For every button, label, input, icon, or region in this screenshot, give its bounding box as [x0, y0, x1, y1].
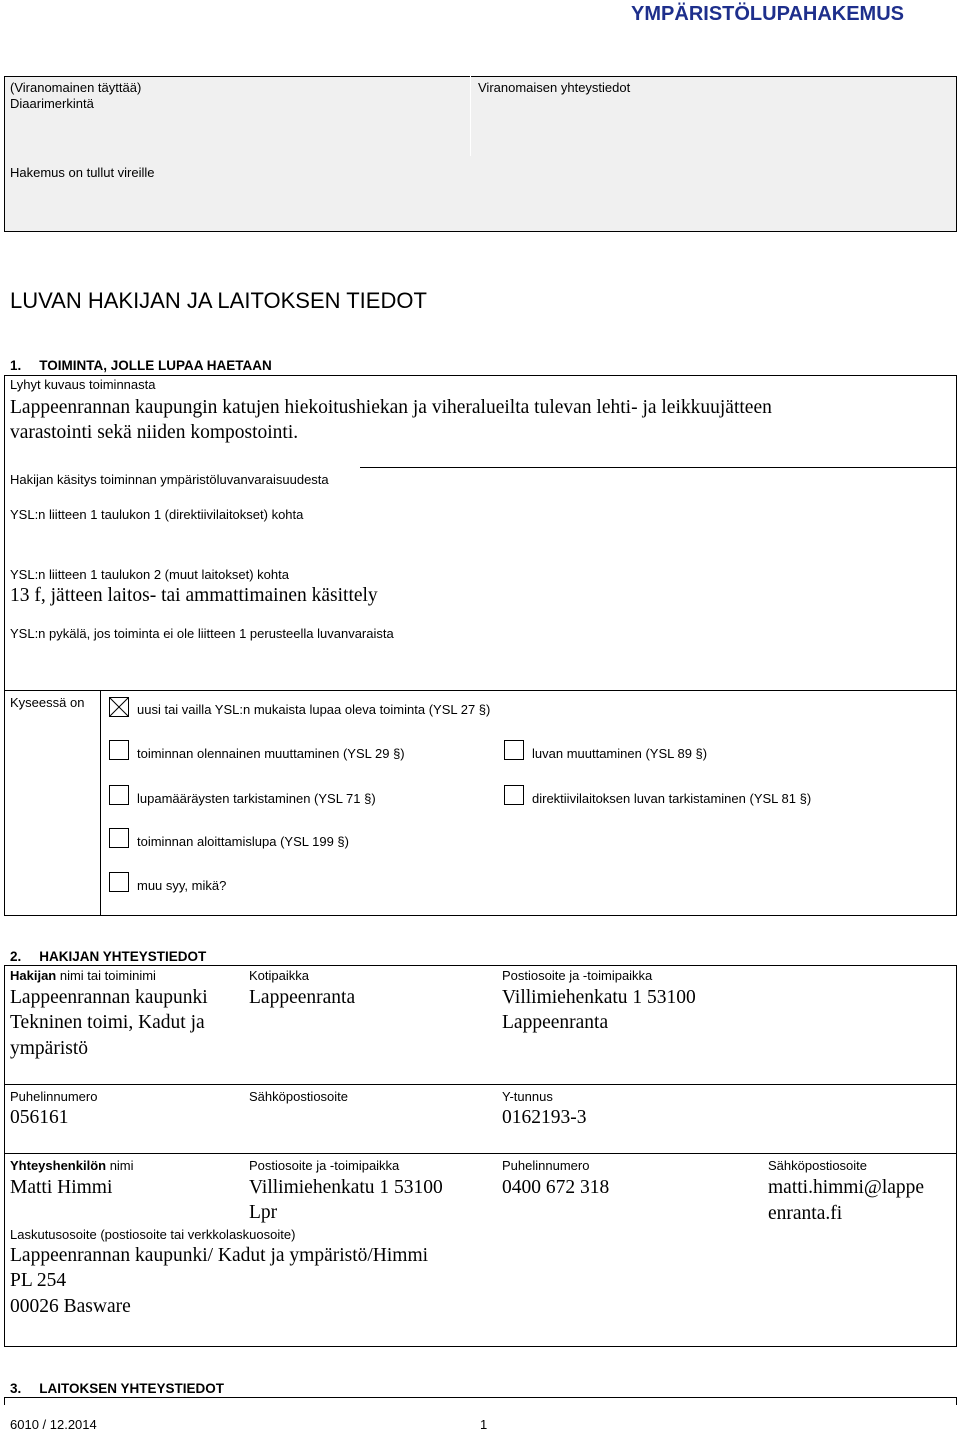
permit-change-label: luvan muuttaminen (YSL 89 §)	[532, 746, 708, 761]
applicant-name-line-1[interactable]: Lappeenrannan kaupunki	[10, 987, 208, 1008]
section-3-right-border	[956, 1397, 957, 1405]
section-3-top-border	[4, 1397, 957, 1398]
term-review-label: lupamääräysten tarkistaminen (YSL 71 §)	[137, 791, 376, 806]
desc-divider	[360, 467, 957, 468]
contact-name-label-bold: Yhteyshenkilön	[10, 1158, 107, 1173]
billing-line-2[interactable]: PL 254	[10, 1270, 67, 1291]
contact-email-line-2[interactable]: enranta.fi	[768, 1203, 843, 1224]
email-label: Sähköpostiosoite	[249, 1089, 349, 1104]
domicile-value[interactable]: Lappeenranta	[249, 987, 356, 1008]
contact-postal-label: Postiosoite ja -toimipaikka	[249, 1158, 400, 1173]
short-desc-label: Lyhyt kuvaus toiminnasta	[10, 377, 156, 392]
applicant-name-label	[10, 968, 156, 983]
contact-name-label	[10, 1158, 134, 1173]
directive-review-checkbox[interactable]	[504, 785, 524, 805]
section-2-number: 2.	[10, 949, 22, 964]
short-desc-line-1[interactable]: Lappeenrannan kaupungin katujen hiekoitushiekan ja viheralueilta tulevan lehti- ja leikkuujätteen	[10, 397, 772, 418]
contact-email-line-1[interactable]: matti.himmi@lappe	[768, 1177, 925, 1198]
billing-line-1[interactable]: Lappeenrannan kaupunki/ Kadut ja ympäristö/Himmi	[10, 1245, 429, 1266]
applicant-row-divider	[4, 1084, 957, 1085]
applicant-view-label: Hakijan käsitys toiminnan ympäristöluvanvaraisuudesta	[10, 472, 329, 487]
applicant-name-line-3[interactable]: ympäristö	[10, 1038, 88, 1059]
new-activity-label: uusi tai vailla YSL:n mukaista lupaa oleva toiminta (YSL 27 §)	[137, 702, 491, 717]
kyseessa-column-divider	[100, 690, 101, 916]
phone-label: Puhelinnumero	[10, 1089, 98, 1104]
section-3-left-border	[4, 1397, 5, 1405]
section-2-title: HAKIJAN YHTEYSTIEDOT	[39, 949, 207, 964]
authority-fill-label: (Viranomainen täyttää)	[10, 80, 142, 95]
start-permit-label: toiminnan aloittamislupa (YSL 199 §)	[137, 834, 349, 849]
directive-review-label: direktiivilaitoksen luvan tarkistaminen (YSL 81 §)	[532, 791, 812, 806]
form-code: 6010 / 12.2014	[10, 1417, 97, 1432]
section-3-number: 3.	[10, 1381, 22, 1396]
start-permit-checkbox[interactable]	[109, 828, 129, 848]
billing-label: Laskutusosoite (postiosoite tai verkkolaskuosoite)	[10, 1227, 296, 1242]
applicant-name-label-rest: nimi tai toiminimi	[56, 968, 156, 983]
business-id-value[interactable]: 0162193-3	[502, 1107, 587, 1128]
kyseessa-label: Kyseessä on	[10, 695, 85, 710]
section-3-title: LAITOKSEN YHTEYSTIEDOT	[39, 1381, 225, 1396]
business-id-label: Y-tunnus	[502, 1089, 553, 1104]
applicant-name-label-bold: Hakijan	[10, 968, 57, 983]
significant-change-checkbox[interactable]	[109, 740, 129, 760]
billing-line-3[interactable]: 00026 Basware	[10, 1296, 131, 1317]
kyseessa-divider	[4, 690, 957, 691]
authority-box	[4, 76, 957, 232]
section-1-number: 1.	[10, 358, 22, 373]
domicile-label: Kotipaikka	[249, 968, 309, 983]
contact-phone-value[interactable]: 0400 672 318	[502, 1177, 610, 1198]
page-number: 1	[480, 1417, 488, 1432]
other-reason-checkbox[interactable]	[109, 872, 129, 892]
significant-change-label: toiminnan olennainen muuttaminen (YSL 29 §)	[137, 746, 405, 761]
contact-email-label: Sähköpostiosoite	[768, 1158, 868, 1173]
contact-postal-line-1[interactable]: Villimiehenkatu 1 53100	[249, 1177, 443, 1198]
diary-number-label: Diaarimerkintä	[10, 96, 94, 111]
table1-label: YSL:n liitteen 1 taulukon 1 (direktiivilaitokset) kohta	[10, 507, 304, 522]
section-1-title: TOIMINTA, JOLLE LUPAA HAETAAN	[39, 358, 272, 373]
section-2-heading	[10, 949, 206, 964]
table2-label: YSL:n liitteen 1 taulukon 2 (muut laitokset) kohta	[10, 567, 289, 582]
contact-postal-line-2[interactable]: Lpr	[249, 1202, 278, 1223]
application-received-label: Hakemus on tullut vireille	[10, 165, 155, 180]
document-title: YMPÄRISTÖLUPAHAKEMUS	[631, 3, 904, 25]
table2-value[interactable]: 13 f, jätteen laitos- tai ammattimainen käsittely	[10, 585, 378, 606]
authority-box-divider	[470, 76, 471, 156]
postal-label: Postiosoite ja -toimipaikka	[502, 968, 653, 983]
contact-phone-label: Puhelinnumero	[502, 1158, 590, 1173]
contact-name-value[interactable]: Matti Himmi	[10, 1177, 113, 1198]
main-heading: LUVAN HAKIJAN JA LAITOKSEN TIEDOT	[10, 288, 427, 313]
postal-line-2[interactable]: Lappeenranta	[502, 1012, 609, 1033]
short-desc-line-2[interactable]: varastointi sekä niiden kompostointi.	[10, 422, 299, 443]
permit-change-checkbox[interactable]	[504, 740, 524, 760]
postal-line-1[interactable]: Villimiehenkatu 1 53100	[502, 987, 696, 1008]
section-3-heading	[10, 1381, 224, 1396]
phone-value[interactable]: 056161	[10, 1107, 69, 1128]
other-reason-label: muu syy, mikä?	[137, 878, 227, 893]
authority-contacts-label: Viranomaisen yhteystiedot	[478, 80, 631, 95]
section-1-heading	[10, 358, 272, 373]
contact-name-label-rest: nimi	[106, 1158, 134, 1173]
section-paragraph-label: YSL:n pykälä, jos toiminta ei ole liitteen 1 perusteella luvanvaraista	[10, 626, 394, 641]
check-x-icon	[110, 698, 128, 716]
new-activity-checkbox[interactable]	[109, 697, 129, 717]
term-review-checkbox[interactable]	[109, 785, 129, 805]
contact-row-divider	[4, 1153, 957, 1154]
applicant-name-line-2[interactable]: Tekninen toimi, Kadut ja	[10, 1012, 205, 1033]
